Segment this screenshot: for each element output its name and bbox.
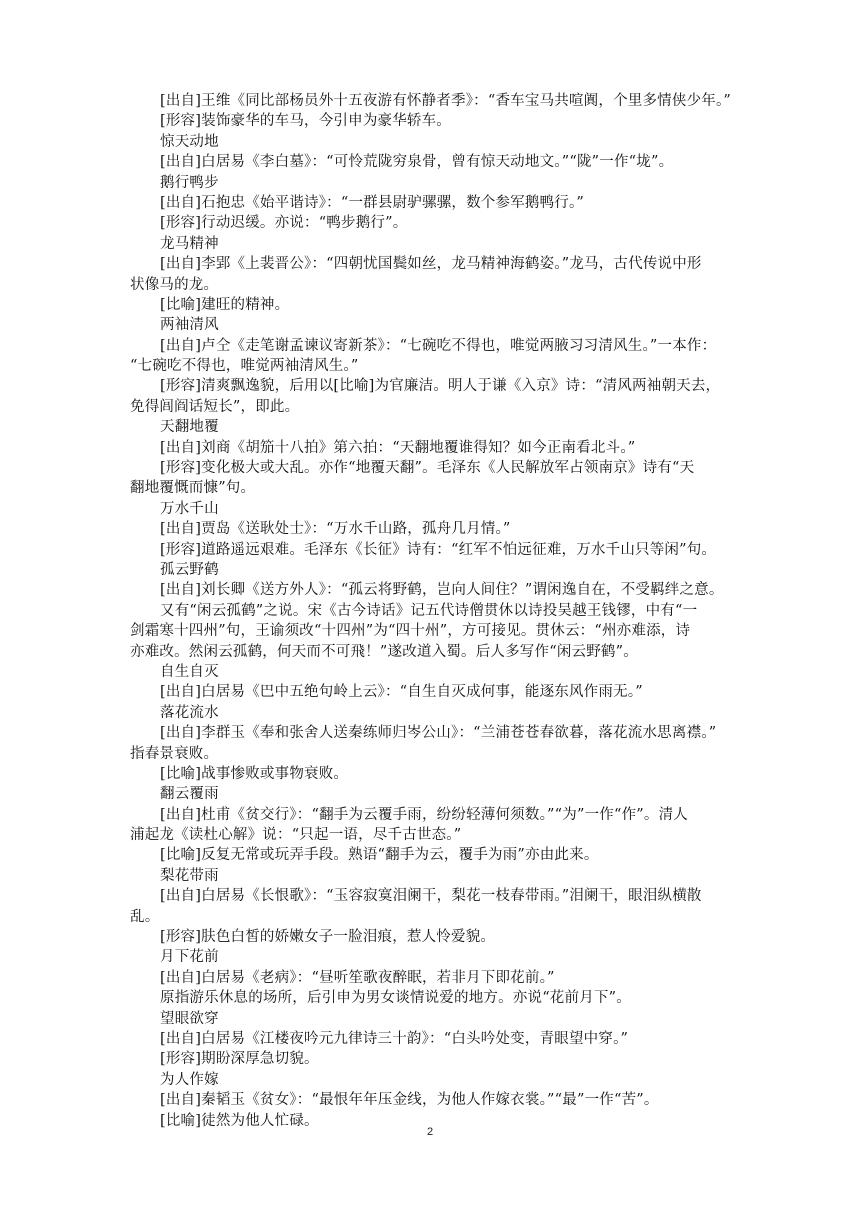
idiom-heading: 两袖清风 bbox=[160, 317, 219, 334]
idiom-heading: 孤云野鹤 bbox=[160, 561, 219, 578]
text-line: 原指游乐休息的场所，后引申为男女谈情说爱的地方。亦说“花前月下”。 bbox=[160, 990, 631, 1007]
text-line: [出自]卢仝《走笔谢孟谏议寄新茶》：“七碗吃不得也，唯觉两腋习习清风生。”一本作： bbox=[160, 337, 717, 354]
text-line: 状像马的龙。 bbox=[130, 276, 219, 293]
idiom-heading: 落花流水 bbox=[160, 704, 219, 721]
text-line: [出自]刘长卿《送方外人》：“孤云将野鹤，岂向人间住？”谓闲逸自在，不受羁绊之意。 bbox=[160, 582, 724, 599]
text-line: [出自]贾岛《送耿处士》：“万水千山路，孤舟几月情。” bbox=[160, 521, 511, 538]
idiom-heading: 翻云覆雨 bbox=[160, 786, 219, 803]
text-line: [出自]刘商《胡笳十八拍》第六拍：“天翻地覆谁得知？如今正南看北斗。” bbox=[160, 439, 636, 456]
text-line: [比喻]战事惨败或事物衰败。 bbox=[160, 765, 349, 782]
text-line: [出自]白居易《巴中五绝句岭上云》：“自生自灭成何事，能逐东风作雨无。” bbox=[160, 684, 643, 701]
text-line: [形容]行动迟缓。亦说：“鸭步鹅行”。 bbox=[160, 215, 408, 232]
text-line: [形容]变化极大或大乱。亦作“地覆天翻”。毛泽东《人民解放军占领南京》诗有“天 bbox=[160, 460, 695, 477]
text-line: [形容]清爽飘逸貌，后用以[比喻]为官廉洁。明人于谦《入京》诗：“清风两袖朝天去， bbox=[160, 378, 721, 395]
text-line: 又有“闲云孤鹤”之说。宋《古今诗话》记五代诗僧贯休以诗投吴越王钱镠，中有“一 bbox=[160, 602, 698, 619]
text-line: [出自]李群玉《奉和张舍人送秦练师归岑公山》：“兰浦苍苍春欲暮，落花流水思离襟。” bbox=[160, 725, 717, 742]
text-line: [出自]杜甫《贫交行》：“翻手为云覆手雨，纷纷轻薄何须数。”“为”一作“作”。清人 bbox=[160, 806, 688, 823]
text-line: 指春景衰败。 bbox=[130, 745, 219, 762]
text-line: [形容]道路遥远艰难。毛泽东《长征》诗有：“红军不怕远征难，万水千山只等闲”句。 bbox=[160, 541, 717, 558]
text-line: [出自]白居易《老病》：“昼听笙歌夜醉眠，若非月下即花前。” bbox=[160, 969, 555, 986]
text-line: 浦起龙《读杜心解》说：“只起一语，尽千古世态。” bbox=[130, 827, 462, 844]
text-line: [形容]肤色白皙的娇嫩女子一脸泪痕，惹人怜爱貌。 bbox=[160, 929, 496, 946]
text-line: [比喻]建旺的精神。 bbox=[160, 296, 290, 313]
text-line: [比喻]徒然为他人忙碌。 bbox=[160, 1112, 319, 1129]
text-line: 剑霜寒十四州”句，王谕须改“十四州”为“四十州”，方可接见。贯休云：“州亦难添，诗 bbox=[130, 623, 691, 640]
idiom-heading: 龙马精神 bbox=[160, 235, 219, 252]
idiom-heading: 鹅行鸭步 bbox=[160, 174, 219, 191]
text-line: [出自]李郢《上裴晋公》：“四朝忧国鬓如丝，龙马精神海鹤姿。”龙马，古代传说中形 bbox=[160, 256, 702, 273]
page-number: 2 bbox=[426, 1126, 434, 1138]
idiom-heading: 为人作嫁 bbox=[160, 1071, 219, 1088]
idiom-heading: 月下花前 bbox=[160, 949, 219, 966]
page-body bbox=[130, 91, 740, 1131]
text-line: [出自]白居易《长恨歌》：“玉容寂寞泪阑干，梨花一枝春带雨。”泪阑干，眼泪纵横散 bbox=[160, 888, 702, 905]
text-line: [比喻]反复无常或玩弄手段。熟语“翻手为云，覆手为雨”亦由此来。 bbox=[160, 847, 599, 864]
idiom-heading: 惊天动地 bbox=[160, 133, 219, 150]
text-line: 乱。 bbox=[130, 908, 160, 925]
text-line: [出自]王维《同比部杨员外十五夜游有怀静者季》：“香车宝马共喧阗，个里多情侠少年。” bbox=[160, 93, 732, 109]
text-line: 翻地覆慨而慷”句。 bbox=[130, 480, 256, 497]
idiom-heading: 梨花带雨 bbox=[160, 867, 219, 884]
text-line: 亦难改。然闲云孤鹤，何天而不可飛！”遂改道入蜀。后人多写作“闲云野鹤”。 bbox=[130, 643, 638, 660]
text-line: [出自]石抱忠《始平谐诗》：“一群县尉驴骡骡，数个参军鹅鸭行。” bbox=[160, 194, 585, 211]
text-line: [出自]白居易《江楼夜吟元九律诗三十韵》：“白头吟处变，青眼望中穿。” bbox=[160, 1030, 629, 1047]
text-line: [出自]白居易《李白墓》：“可怜荒陇穷泉骨，曾有惊天动地文。”“陇”一作“垅”。 bbox=[160, 154, 674, 171]
idiom-heading: 自生自灭 bbox=[160, 663, 219, 680]
idiom-heading: 万水千山 bbox=[160, 500, 219, 517]
idiom-heading: 望眼欲穿 bbox=[160, 1010, 219, 1027]
text-line: [形容]装饰豪华的车马，今引申为豪华轿车。 bbox=[160, 113, 452, 130]
text-line: [形容]期盼深厚急切貌。 bbox=[160, 1051, 319, 1068]
text-line: [出自]秦韬玉《贫女》：“最恨年年压金线，为他人作嫁衣裳。”“最”一作“苦”。 bbox=[160, 1092, 659, 1109]
text-line: 免得闾阎话短长”，即此。 bbox=[130, 398, 300, 415]
text-line: “七碗吃不得也，唯觉两袖清风生。” bbox=[130, 358, 359, 375]
idiom-heading: 天翻地覆 bbox=[160, 419, 219, 436]
